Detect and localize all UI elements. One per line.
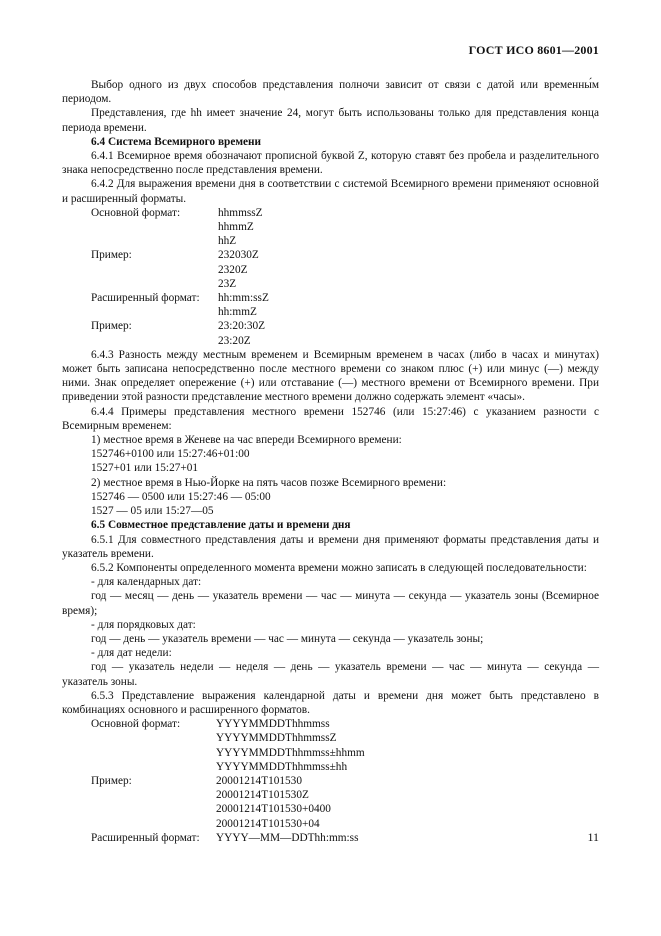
format-value: YYYYMMDDThhmmssZ	[216, 732, 337, 745]
example-line: 152746+0100 или 15:27:46+01:00	[91, 448, 250, 461]
paragraph-6-5-3: 6.5.3 Представление выражения календарной даты и времени дня может быть представлено в комбинациях основного и расширенного форматов.	[62, 689, 599, 716]
section-6-5-title: 6.5 Совместное представление даты и времени дня	[91, 519, 351, 532]
format-value: YYYYMMDDThhmmss	[216, 718, 330, 731]
example-value: 23:20:30Z	[218, 320, 266, 333]
week-dates-label: - для дат недели:	[91, 647, 172, 660]
format-block-basic-datetime	[62, 717, 599, 774]
section-6-4-title: 6.4 Система Всемирного времени	[91, 135, 262, 148]
format-block-extended-datetime	[62, 831, 599, 845]
example-value: 2320Z	[218, 263, 248, 276]
example-value: 20001214T101530	[216, 774, 302, 787]
format-label: Расширенный формат:	[91, 292, 200, 305]
example-block-extended-utc	[62, 319, 599, 347]
ordinal-dates-sequence: год — день — указатель времени — час — минута — секунда — указатель зоны;	[91, 632, 484, 645]
example-line: 1527+01 или 15:27+01	[91, 462, 199, 475]
format-label: Основной формат:	[91, 206, 181, 219]
format-value: hh:mm:ssZ	[218, 292, 269, 305]
format-value: hhmmZ	[218, 221, 254, 234]
example-label: Пример:	[91, 249, 132, 262]
example-block-basic-utc	[62, 248, 599, 291]
example-value: 232030Z	[218, 249, 259, 262]
format-value: hhZ	[218, 235, 237, 248]
paragraph-6-4-2: 6.4.2 Для выражения времени дня в соответствии с системой Всемирного времени применяют основной и расширенный форматы.	[62, 178, 599, 205]
week-dates-sequence: год — указатель недели — неделя — день — указатель времени — час — минута — секунда — указатель зоны.	[62, 661, 599, 688]
example-value: 20001214T101530+04	[216, 817, 320, 830]
example-label: Пример:	[91, 774, 132, 787]
utc-offset-examples	[62, 433, 599, 518]
paragraph-6-4-1: 6.4.1 Всемирное время обозначают прописной буквой Z, которую ставят без пробела и разделительного знака непосредственно после представления времени.	[62, 150, 599, 177]
example-value: 20001214T101530+0400	[216, 803, 331, 816]
format-value: YYYY—MM—DDThh:mm:ss	[216, 831, 359, 844]
paragraph-hh24: Представления, где hh имеет значение 24, могут быть использованы только для представления конца периода времени.	[62, 107, 599, 134]
paragraph-6-5-1: 6.5.1 Для совместного представления даты и времени дня применяют форматы представления даты и указатель времени.	[62, 533, 599, 560]
example-line: 1) местное время в Женеве на час впереди Всемирного времени:	[91, 434, 402, 447]
example-line: 2) местное время в Нью-Йорке на пять часов позже Всемирного времени:	[91, 476, 447, 489]
format-value: YYYYMMDDThhmmss±hh	[216, 760, 348, 773]
paragraph-6-4-3: 6.4.3 Разность между местным временем и Всемирным временем в часах (либо в часах и минутах) может быть записана непосредственно после местного времени со знаком плюс (+) или минус (—) между ними. Знак определяет опережение (+) или отставание (—) местного времени от Всемирного времени. При приведении этой разности представление местного времени должно содержать элемент «часы».	[62, 348, 599, 404]
format-label: Основной формат:	[91, 718, 181, 731]
example-line: 152746 — 0500 или 15:27:46 — 05:00	[91, 490, 271, 503]
calendar-dates-label: - для календарных дат:	[91, 576, 202, 589]
paragraph-6-4-4: 6.4.4 Примеры представления местного времени 152746 (или 15:27:46) с указанием разности с Всемирным временем:	[62, 405, 599, 432]
paragraph-6-5-2: 6.5.2 Компоненты определенного момента времени можно записать в следующей последовательности:	[91, 561, 587, 574]
calendar-dates-sequence: год — месяц — день — указатель времени — час — минута — секунда — указатель зоны (Всемирное время);	[62, 590, 599, 617]
format-value: hh:mmZ	[218, 306, 257, 319]
example-label: Пример:	[91, 320, 132, 333]
example-value: 23Z	[218, 277, 237, 290]
format-block-extended-utc	[62, 291, 599, 319]
example-value: 23:20Z	[218, 334, 251, 347]
ordinal-dates-label: - для порядковых дат:	[91, 618, 196, 631]
format-value: YYYYMMDDThhmmss±hhmm	[216, 746, 365, 759]
paragraph-midnight: Выбор одного из двух способов представления полночи зависит от связи с датой или временны́м периодом.	[62, 79, 599, 106]
format-value: hhmmssZ	[218, 206, 263, 219]
standard-header: ГОСТ ИСО 8601—2001	[468, 43, 599, 57]
page-number: 11	[587, 830, 599, 844]
page-content	[62, 78, 599, 845]
format-block-basic-utc	[62, 206, 599, 249]
example-value: 20001214T101530Z	[216, 789, 309, 802]
example-block-basic-datetime	[62, 774, 599, 831]
example-line: 1527 — 05 или 15:27—05	[91, 505, 214, 518]
format-label: Расширенный формат:	[91, 831, 200, 844]
